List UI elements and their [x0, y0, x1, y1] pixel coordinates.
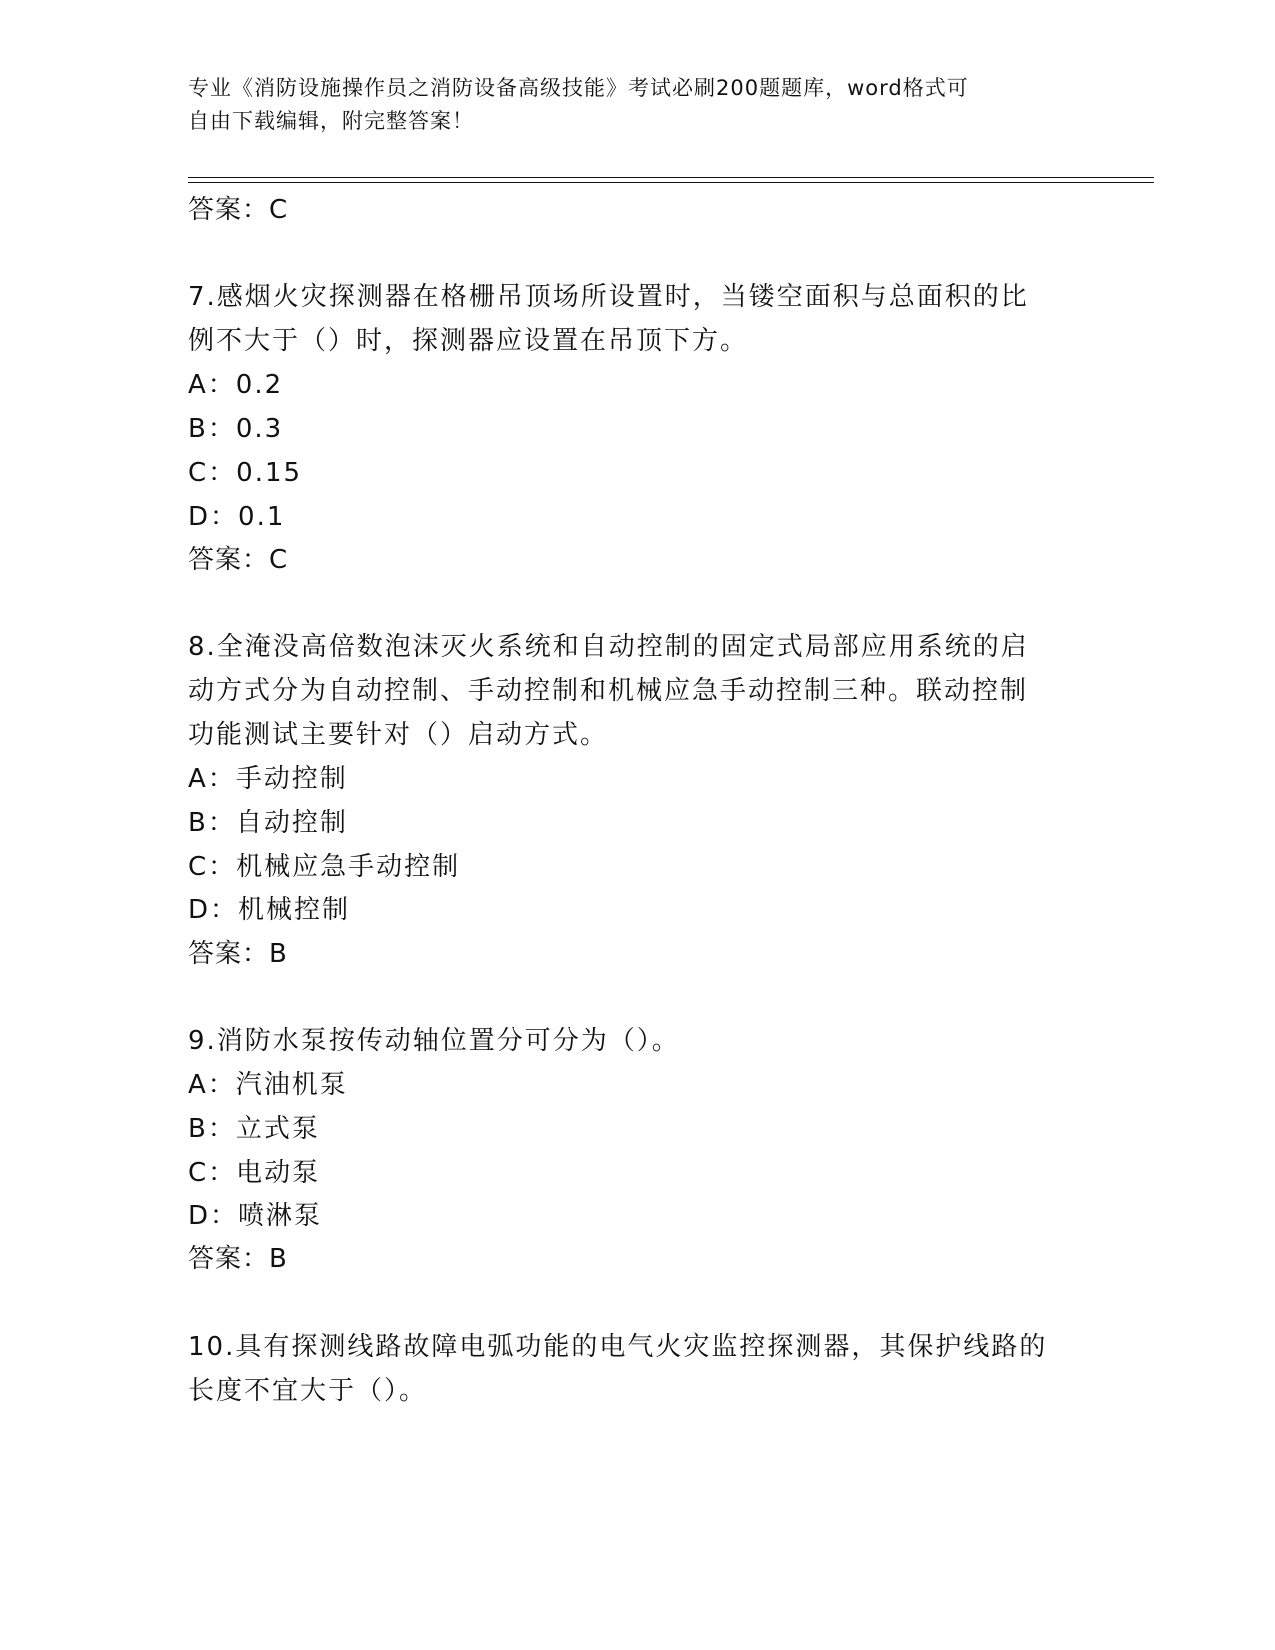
answer-previous: 答案：C — [188, 195, 289, 225]
q9-option-a: A：汽油机泵 — [188, 1070, 348, 1100]
q8-option-a: A：手动控制 — [188, 764, 348, 794]
q9-option-c: C：电动泵 — [188, 1158, 321, 1188]
q9-option-d: D：喷淋泵 — [188, 1201, 323, 1231]
q7-option-c: C：0.15 — [188, 458, 303, 488]
q8-option-d: D：机械控制 — [188, 895, 351, 925]
q9-answer: 答案：B — [188, 1244, 288, 1274]
header-line-1: 专业《消防设施操作员之消防设备高级技能》考试必刷200题题库，word格式可 — [188, 76, 969, 100]
q8-answer: 答案：B — [188, 939, 288, 969]
header-divider-top — [188, 177, 1154, 178]
q7-stem-line-1: 7.感烟火灾探测器在格栅吊顶场所设置时，当镂空面积与总面积的比 — [188, 282, 1029, 312]
q8-stem-line-3: 功能测试主要针对（）启动方式。 — [188, 720, 609, 750]
q10-stem-line-2: 长度不宜大于（）。 — [188, 1376, 428, 1406]
q8-option-b: B：自动控制 — [188, 808, 348, 838]
document-header — [188, 72, 1088, 138]
q9-option-b: B：立式泵 — [188, 1114, 320, 1144]
q7-option-a: A：0.2 — [188, 370, 284, 400]
header-line-2: 自由下载编辑，附完整答案！ — [188, 109, 474, 133]
q8-option-c: C：机械应急手动控制 — [188, 852, 461, 882]
q7-answer: 答案：C — [188, 545, 289, 575]
q8-stem-line-2: 动方式分为自动控制、手动控制和机械应急手动控制三种。联动控制 — [188, 676, 1029, 706]
q10-stem-line-1: 10.具有探测线路故障电弧功能的电气火灾监控探测器，其保护线路的 — [188, 1332, 1048, 1362]
q7-stem-line-2: 例不大于（）时，探测器应设置在吊顶下方。 — [188, 326, 749, 356]
q8-stem-line-1: 8.全淹没高倍数泡沫灭火系统和自动控制的固定式局部应用系统的启 — [188, 632, 1029, 662]
q7-option-b: B：0.3 — [188, 414, 284, 444]
header-divider-bottom — [188, 182, 1154, 183]
q9-stem-line-1: 9.消防水泵按传动轴位置分可分为（）。 — [188, 1026, 680, 1056]
q7-option-d: D：0.1 — [188, 502, 286, 532]
